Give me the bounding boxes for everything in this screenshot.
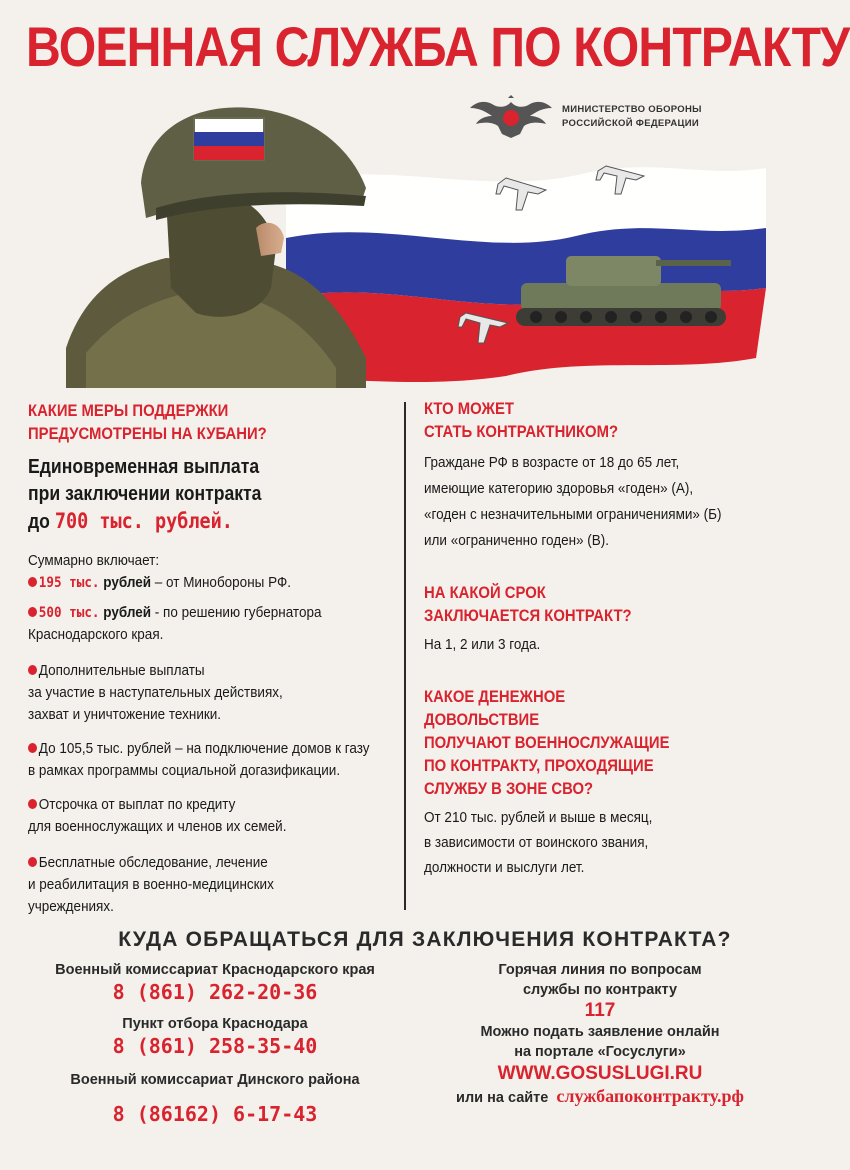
list-item: 195 тыс. рублей – от Минобороны РФ.: [28, 572, 363, 594]
poster-title: ВОЕННАЯ СЛУЖБА ПО КОНТРАКТУ: [26, 15, 850, 78]
list-item: Отсрочка от выплат по кредиту: [28, 794, 363, 816]
summary-intro: Суммарно включает:: [28, 552, 160, 569]
contact-label: Военный комиссариат Краснодарского края: [55, 962, 375, 978]
bullet-icon: [28, 743, 37, 753]
contacts-online: Горячая линия по вопросам службы по контракту 117 Можно подать заявление онлайн на портале «Госуслуги» WWW.GOSUSLUGI.RU или на сайте службапоконтракту.рф: [420, 960, 780, 1108]
lump-sum-line2: при заключении контракта: [28, 483, 262, 505]
contacts-phones: [20, 960, 410, 1126]
bullet-icon: [28, 577, 37, 587]
site-link[interactable]: службапоконтракту.рф: [556, 1086, 744, 1106]
lump-sum-line1: Единовременная выплата: [28, 456, 260, 478]
contact-label: Пункт отбора Краснодара: [122, 1016, 308, 1032]
faq-section: КТО МОЖЕТ СТАТЬ КОНТРАКТНИКОМ? Граждане РФ в возрасте от 18 до 65 лет, имеющие категорию здоровья «годен» (А), «годен с незначительными ограничениями» (Б) или «ограниченно годен» (В). НА КАКОЙ СРОК ЗАКЛЮЧАЕТСЯ КОНТРАКТ? На 1, 2 или 3 года. КАКОЕ ДЕНЕЖНОЕ ДОВОЛЬСТВИЕ ПОЛУЧАЮТ ВОЕННОСЛУЖАЩИЕ ПО КОНТРАКТУ, ПРОХОДЯЩИЕ СЛУЖБУ В ЗОНЕ СВО? От 210 тыс. рублей и выше в месяц, в зависимости от воинского звания, должности и выслуги лет.: [424, 398, 784, 880]
lump-sum-line3: до 700 тыс. рублей.: [28, 509, 233, 533]
bullet-icon: [28, 857, 37, 867]
faq-question-term: НА КАКОЙ СРОК: [424, 584, 546, 602]
phone-number[interactable]: 8 (861) 262-20-36: [112, 980, 318, 1004]
double-headed-eagle-icon: [468, 94, 554, 140]
bullet-icon: [28, 665, 37, 675]
faq-question-who: КТО МОЖЕТ: [424, 400, 514, 418]
contact-label: Военный комиссариат Динского района: [70, 1072, 360, 1088]
support-heading-line1: КАКИЕ МЕРЫ ПОДДЕРЖКИ: [28, 402, 229, 420]
list-item: До 105,5 тыс. рублей – на подключение домов к газу: [28, 738, 363, 760]
hotline-number[interactable]: 117: [584, 1000, 616, 1021]
lump-sum-amount: 700 тыс. рублей.: [54, 509, 233, 533]
list-item: Дополнительные выплаты: [28, 660, 363, 682]
gosuslugi-link[interactable]: WWW.GOSUSLUGI.RU: [497, 1063, 703, 1084]
contacts-title: КУДА ОБРАЩАТЬСЯ ДЛЯ ЗАКЛЮЧЕНИЯ КОНТРАКТА?: [118, 928, 732, 951]
bullet-icon: [28, 607, 37, 617]
faq-question-pay: КАКОЕ ДЕНЕЖНОЕ: [424, 688, 566, 706]
support-heading-line2: ПРЕДУСМОТРЕНЫ НА КУБАНИ?: [28, 425, 267, 443]
bullet-icon: [28, 799, 37, 809]
ministry-emblem-block: [468, 94, 702, 140]
ministry-name: МИНИСТЕРСТВО ОБОРОНЫ РОССИЙСКОЙ ФЕДЕРАЦИИ: [562, 104, 702, 129]
phone-number[interactable]: 8 (861) 258-35-40: [112, 1034, 318, 1058]
support-measures-section: КАКИЕ МЕРЫ ПОДДЕРЖКИ ПРЕДУСМОТРЕНЫ НА КУБАНИ? Единовременная выплата при заключении контракта до 700 тыс. рублей. Суммарно включает: 195 тыс. рублей – от Минобороны РФ. 500 тыс. рублей - по решению губернатора Краснодарского края. Дополнительные выплаты за участие в наступательных действиях, захват и уничтожение техники. До 105,5 тыс. рублей – на подключение домов к газу в рамках программы социальной догазификации. Отсрочка от выплат по кредиту для военнослужащих и членов их семей. Бесплатные обследование, лечение и реабилитация в военно-медицинских учреждениях.: [28, 402, 370, 915]
list-item: Бесплатные обследование, лечение: [28, 852, 363, 874]
list-item: 500 тыс. рублей - по решению губернатора: [28, 602, 363, 624]
site-line: или на сайте службапоконтракту.рф: [456, 1086, 744, 1106]
column-divider: [404, 402, 406, 910]
phone-number[interactable]: 8 (86162) 6-17-43: [112, 1102, 318, 1126]
